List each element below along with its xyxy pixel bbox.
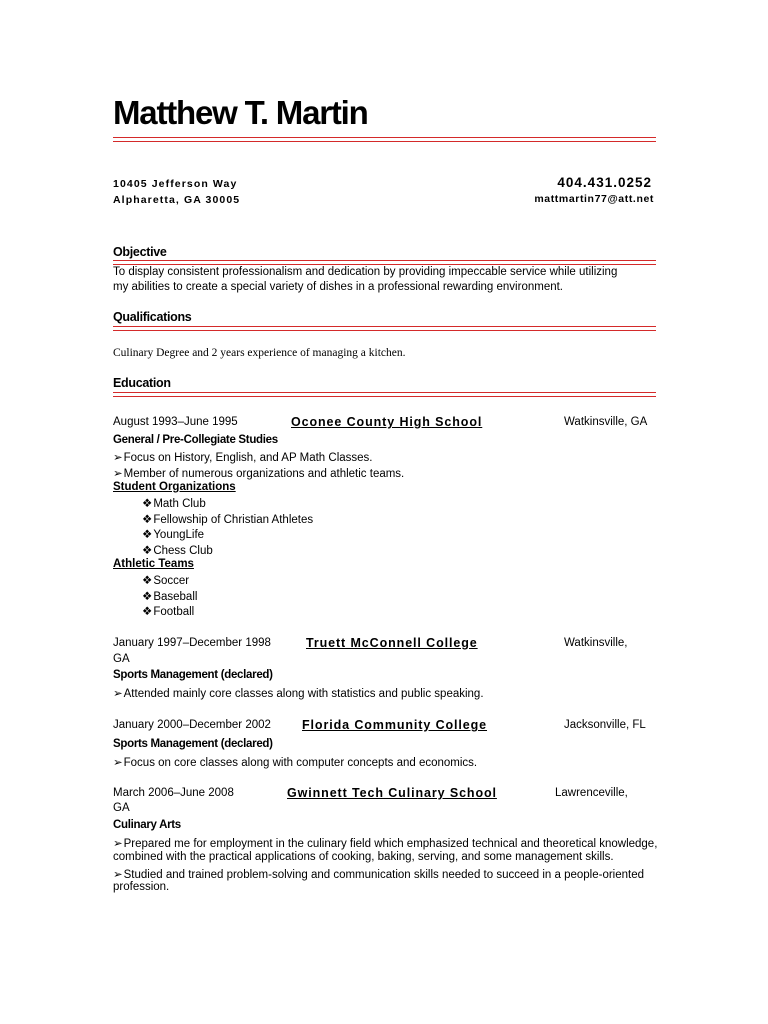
list-item: ➢Focus on core classes along with computer concepts and economics. (113, 757, 478, 769)
school-location: Watkinsville, (564, 637, 628, 649)
arrow-bullet-icon: ➢ (113, 838, 123, 850)
list-item: ➢Focus on History, English, and AP Math Classes. (113, 452, 373, 464)
qualifications-rule (113, 326, 656, 331)
objective-line-1: To display consistent professionalism and dedication by providing impeccable service while utilizing (113, 266, 618, 278)
header-rule (113, 137, 656, 142)
diamond-bullet-icon: ❖ (142, 529, 153, 541)
arrow-bullet-icon: ➢ (113, 869, 123, 881)
list-item: ❖Baseball (142, 591, 198, 603)
phone-number: 404.431.0252 (557, 175, 652, 190)
diamond-bullet-icon: ❖ (142, 514, 153, 526)
organizations-heading: Student Organizations (113, 481, 236, 493)
address-line-1: 10405 Jefferson Way (113, 178, 238, 190)
diamond-bullet-icon: ❖ (142, 606, 153, 618)
school-location-cont: GA (113, 653, 130, 665)
list-item: ❖YoungLife (142, 529, 205, 541)
list-item: ❖Fellowship of Christian Athletes (142, 514, 314, 526)
list-item: ➢Prepared me for employment in the culinary field which emphasized technical and theoretical knowledge, (113, 838, 658, 850)
program-name: Sports Management (declared) (113, 738, 273, 750)
education-rule (113, 392, 656, 397)
objective-heading: Objective (113, 245, 167, 259)
entry-dates: August 1993–June 1995 (113, 416, 238, 428)
education-heading: Education (113, 376, 171, 390)
arrow-bullet-icon: ➢ (113, 757, 123, 769)
list-item: ❖Chess Club (142, 545, 213, 557)
candidate-name: Matthew T. Martin (113, 94, 368, 131)
school-name: Florida Community College (302, 718, 488, 732)
school-location-cont: GA (113, 802, 130, 814)
athletic-teams-heading: Athletic Teams (113, 558, 194, 570)
program-name: General / Pre-Collegiate Studies (113, 434, 278, 446)
entry-dates: March 2006–June 2008 (113, 787, 234, 799)
school-name: Truett McConnell College (306, 636, 478, 650)
list-item: ❖Soccer (142, 575, 190, 587)
school-location: Lawrenceville, (555, 787, 628, 799)
school-location: Jacksonville, FL (564, 719, 646, 731)
diamond-bullet-icon: ❖ (142, 591, 153, 603)
list-item: ➢Studied and trained problem-solving and communication skills needed to succeed in a people-oriented (113, 869, 645, 881)
entry-dates: January 2000–December 2002 (113, 719, 271, 731)
school-name: Oconee County High School (291, 415, 483, 429)
arrow-bullet-icon: ➢ (113, 688, 123, 700)
list-item: ❖Football (142, 606, 195, 618)
list-item: ➢Attended mainly core classes along with statistics and public speaking. (113, 688, 484, 700)
diamond-bullet-icon: ❖ (142, 575, 153, 587)
program-name: Sports Management (declared) (113, 669, 273, 681)
list-item-continued: profession. (113, 881, 170, 893)
diamond-bullet-icon: ❖ (142, 498, 153, 510)
list-item: ➢Member of numerous organizations and athletic teams. (113, 468, 405, 480)
school-location: Watkinsville, GA (564, 416, 648, 428)
qualifications-heading: Qualifications (113, 310, 192, 324)
arrow-bullet-icon: ➢ (113, 468, 123, 480)
address-line-2: Alpharetta, GA 30005 (113, 194, 241, 206)
objective-line-2: my abilities to create a special variety of dishes in a professional rewarding environment. (113, 281, 563, 293)
list-item-continued: combined with the practical applications of cooking, baking, serving, and some management skills. (113, 851, 614, 863)
email-address[interactable]: mattmartin77@att.net (534, 193, 654, 205)
qualifications-text: Culinary Degree and 2 years experience of managing a kitchen. (113, 347, 406, 359)
list-item: ❖Math Club (142, 498, 206, 510)
diamond-bullet-icon: ❖ (142, 545, 153, 557)
arrow-bullet-icon: ➢ (113, 452, 123, 464)
entry-dates: January 1997–December 1998 (113, 637, 271, 649)
program-name: Culinary Arts (113, 819, 181, 831)
school-name: Gwinnett Tech Culinary School (287, 786, 497, 800)
